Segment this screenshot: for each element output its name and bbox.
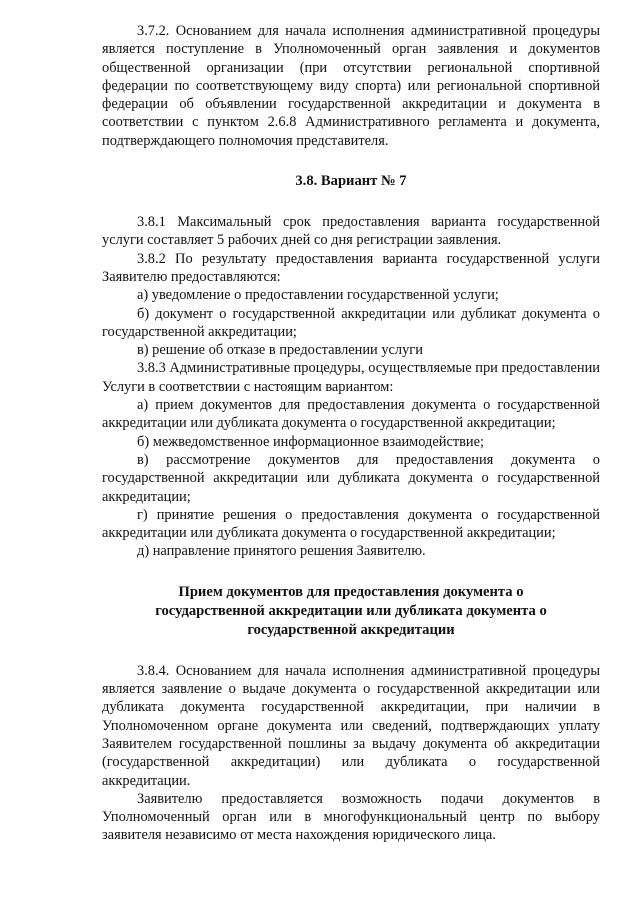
list-item-result-b: б) документ о государственной аккредитации или дубликат документа о государственной аккредитации;: [102, 305, 600, 340]
paragraph-3-8-3: 3.8.3 Административные процедуры, осуществляемые при предоставлении Услуги в соответствии с настоящим вариантом:: [102, 360, 600, 395]
list-item-procedure-d: д) направление принятого решения Заявителю.: [137, 543, 426, 560]
subsection-heading-reception: Прием документов для предоставления документа о государственной аккредитации или дубликата документа о государственной аккредитации: [155, 583, 547, 638]
paragraph-3-8-1: 3.8.1 Максимальный срок предоставления варианта государственной услуги составляет 5 рабочих дней со дня регистрации заявления.: [102, 214, 600, 249]
list-item-procedure-g: г) принятие решения о предоставления документа о государственной аккредитации или дубликата документа о государственной аккредитации;: [102, 506, 600, 542]
paragraph-applicant-submission: Заявителю предоставляется возможность подачи документов в Уполномоченный орган или в многофункциональный центр по выбору заявителя независимо от места нахождения юридического лица.: [102, 790, 600, 844]
list-item-procedure-v: в) рассмотрение документов для предоставления документа о государственной аккредитации или дубликата документа о государственной аккредитации;: [102, 451, 600, 505]
list-item-procedure-b: б) межведомственное информационное взаимодействие;: [137, 433, 485, 450]
list-item-result-v: в) решение об отказе в предоставлении услуги: [137, 342, 423, 359]
list-item-result-a: а) уведомление о предоставлении государственной услуги;: [137, 287, 499, 304]
section-heading-variant-7: 3.8. Вариант № 7: [295, 173, 407, 190]
list-item-procedure-a: а) прием документов для предоставления документа о государственной аккредитации или дубликата документа о государственной аккредитации;: [102, 397, 600, 432]
paragraph-3-8-4: 3.8.4. Основанием для начала исполнения административной процедуры является заявление о выдаче документа о государственной аккредитации или дубликата документа государственной аккредитации, при наличии в Уполномоченном органе документа или сведений, подтверждающих уплату Заявителем государственной пошлины за выдачу документа об аккредитации (государственной аккредитации) или дубликата о государственной аккредитации.: [102, 662, 600, 789]
paragraph-3-7-2: 3.7.2. Основанием для начала исполнения административной процедуры является поступление в Уполномоченный орган заявления и документов общественной организации (при отсутствии региональной спортивной федерации по соответствующему виду спорта) или региональной спортивной федерации об объявлении государственной аккредитации и документа в соответствии с пунктом 2.6.8 Административного регламента и документа, подтверждающего полномочия представителя.: [102, 23, 600, 149]
paragraph-3-8-2: 3.8.2 По результату предоставления варианта государственной услуги Заявителю предоставляются:: [102, 250, 600, 285]
